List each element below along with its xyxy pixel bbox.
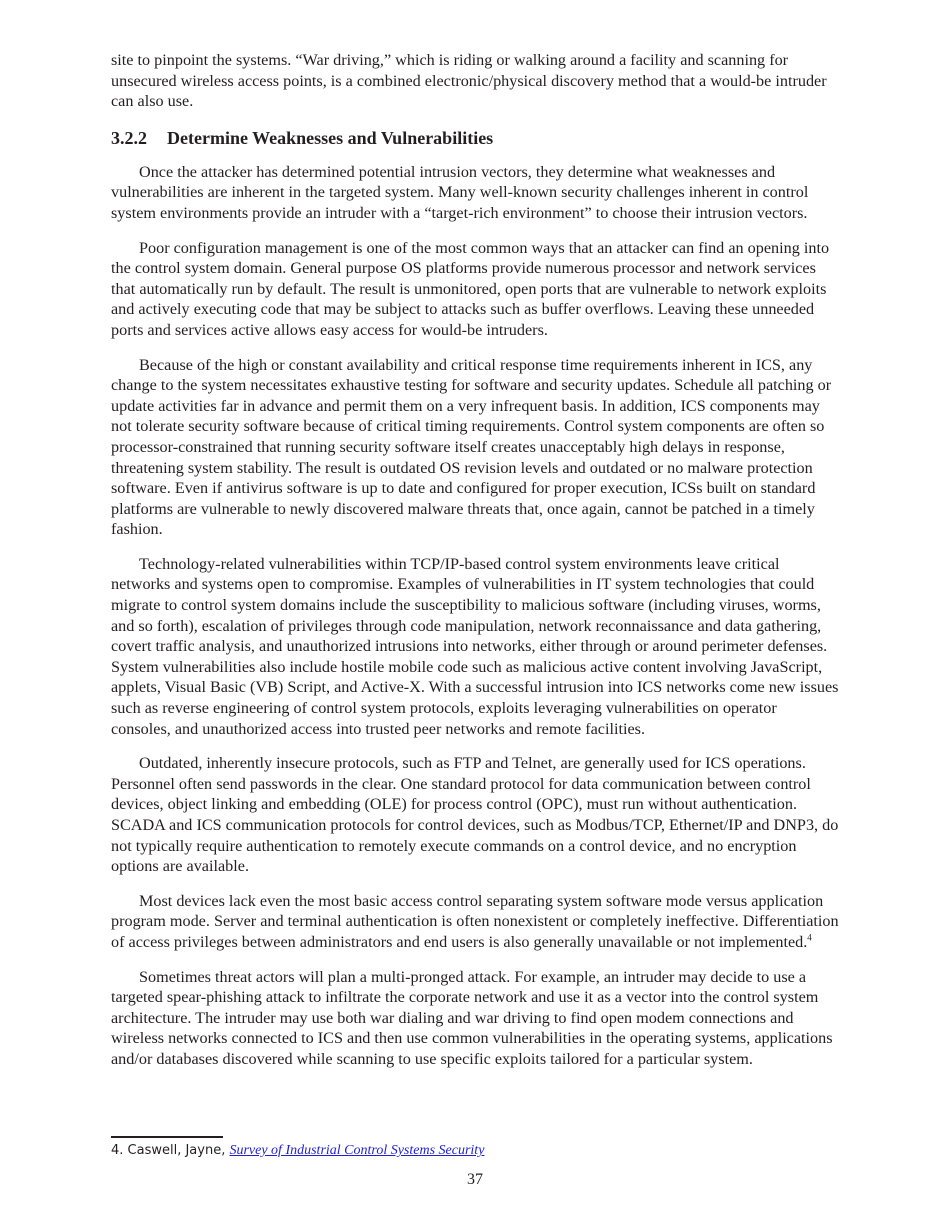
paragraph-availability-patching: Because of the high or constant availability and critical response time requirements inherent in ICS, any change to the system necessitates exhaustive testing for software and security updates. Schedule all patching or update activities far in advance and permit them on a very infrequent basis. In addition, ICS components may not tolerate security software because of critical timing requirements. Control system components are often so processor-constrained that running security software itself creates unacceptably high delays in response, threatening system stability. The result is outdated OS revision levels and outdated or no malware protection software. Even if antivirus software is up to date and configured for proper execution, ICSs built on standard platforms are vulnerable to newly discovered malware threats that, once again, cannot be patched in a timely fashion.: [111, 355, 832, 539]
paragraph-technology-vulnerabilities: Technology-related vulnerabilities within TCP/IP-based control system environments leave critical networks and systems open to compromise. Examples of vulnerabilities in IT system technologies that could migrate to control system domains include the susceptibility to malicious software (including viruses, worms, and so forth), escalation of privileges through code manipulation, network reconnaissance and data gathering, covert traffic analysis, and unauthorized intrusions into networks, either through or around perimeter defenses. System vulnerabilities also include hostile mobile code such as malicious active content involving JavaScript, applets, Visual Basic (VB) Script, and Active-X. With a successful intrusion into ICS networks come new issues such as reverse engineering of control system protocols, exploits leveraging vulnerabilities on operator consoles, and unauthorized access into trusted peer networks and remote facilities.: [111, 554, 839, 738]
paragraph-multi-pronged-attack: Sometimes threat actors will plan a multi-pronged attack. For example, an intruder may decide to use a targeted spear-phishing attack to infiltrate the corporate network and use it as a vector into the control system architecture. The intruder may use both war dialing and war driving to find open modem connections and wireless networks connected to ICS and then use common vulnerabilities in the operating systems, applications and/or databases discovered while scanning to use specific exploits tailored for a particular system.: [111, 967, 833, 1068]
page-content: [111, 50, 839, 1084]
continued-paragraph: site to pinpoint the systems. “War driving,” which is riding or walking around a facility and scanning for unsecured wireless access points, is a combined electronic/physical discovery method that a would-be intruder can also use.: [111, 51, 827, 111]
page-number: 37: [467, 1171, 483, 1188]
section-title: Determine Weaknesses and Vulnerabilities: [167, 127, 494, 148]
paragraph-insecure-protocols: Outdated, inherently insecure protocols, such as FTP and Telnet, are generally used for ICS operations. Personnel often send passwords in the clear. One standard protocol for data communication between control devices, object linking and embedding (OLE) for process control (OPC), must run without authentication. SCADA and ICS communication protocols for control devices, such as Modbus/TCP, Ethernet/IP and DNP3, do not typically require authentication to remotely execute commands on a control device, and no encryption options are available.: [111, 754, 839, 876]
footnote-prefix: 4. Caswell, Jayne,: [111, 1143, 230, 1158]
section-number: 3.2.2: [111, 127, 147, 148]
footnote-divider: [111, 1136, 223, 1138]
footnote: [111, 1142, 484, 1160]
paragraph-configuration-management: Poor configuration management is one of the most common ways that an attacker can find an opening into the control system domain. General purpose OS platforms provide numerous processor and network services that automatically run by default. The result is unmonitored, open ports that are vulnerable to network exploits and actively executing code that may be subject to attacks such as buffer overflows. Leaving these unneeded ports and services active allows easy access for would-be intruders.: [111, 238, 830, 339]
section-heading: [111, 126, 839, 150]
footnote-reference[interactable]: 4: [807, 932, 812, 943]
footnote-link[interactable]: Survey of Industrial Control Systems Security: [229, 1143, 485, 1158]
paragraph-access-control: [111, 891, 839, 953]
access-control-text: Most devices lack even the most basic access control separating system software mode versus application program mode. Server and terminal authentication is often nonexistent or completely ineffective. Differentiation of access privileges between administrators and end users is also generally unavailable or not implemented.: [111, 891, 839, 951]
paragraph-intrusion-vectors: Once the attacker has determined potential intrusion vectors, they determine what weaknesses and vulnerabilities are inherent in the targeted system. Many well-known security challenges inherent in control system environments provide an intruder with a “target-rich environment” to choose their intrusion vectors.: [111, 162, 809, 222]
